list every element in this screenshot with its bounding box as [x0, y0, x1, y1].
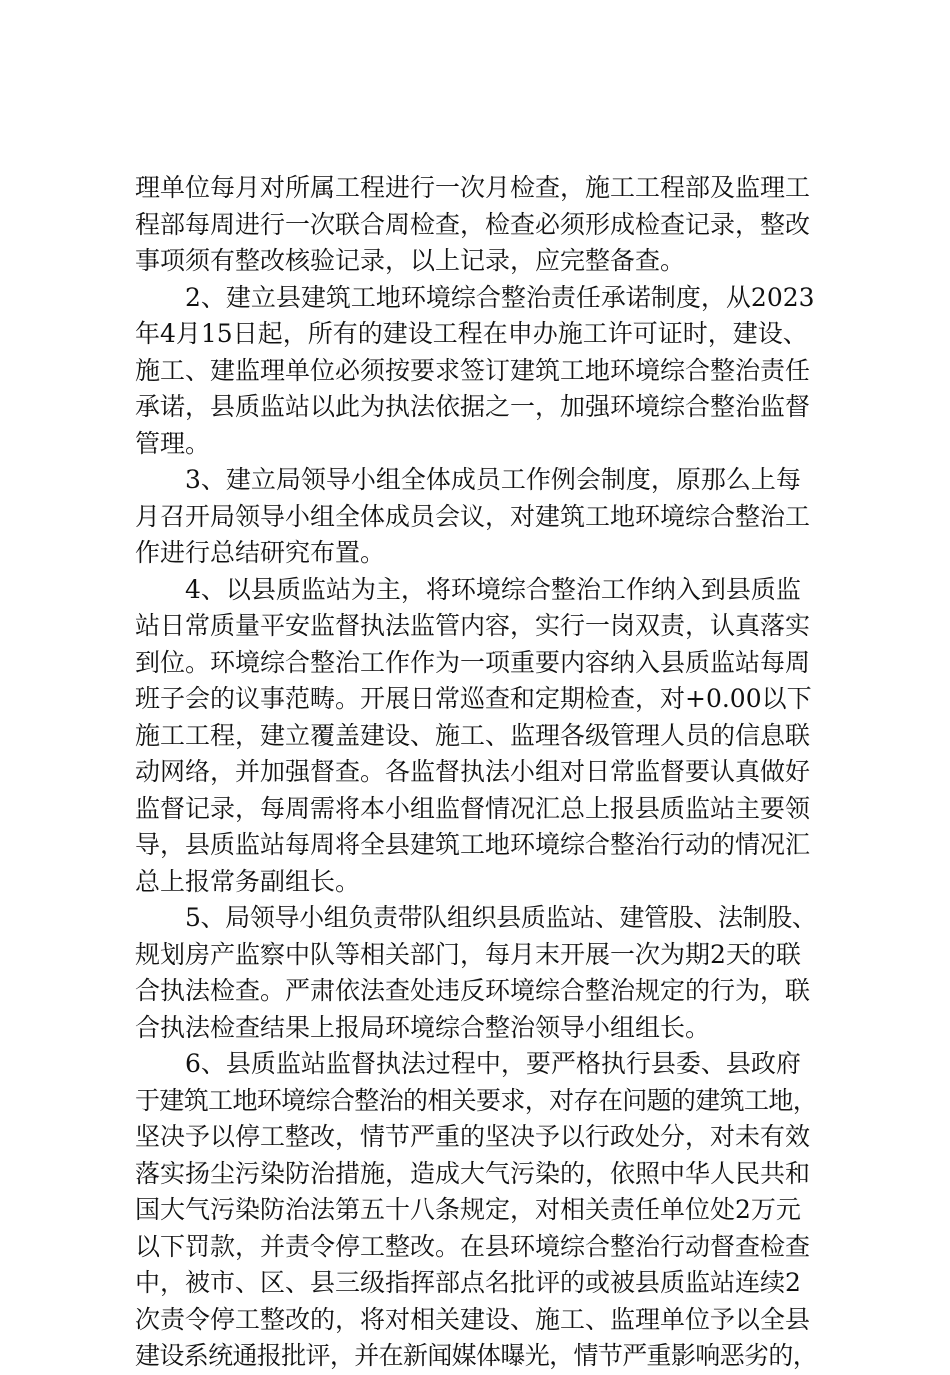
text-line: 作进行总结研究布置。	[135, 538, 386, 567]
text-line: 程部每周进行一次联合周检查，检查必须形成检查记录，整改	[135, 209, 811, 239]
paragraph-item-5	[135, 900, 815, 1046]
text-line: 国大气污染防治法第五十八条规定，对相关责任单位处2万元	[135, 1195, 801, 1224]
text-line: 3、建立局领导小组全体成员工作例会制度，原那么上每	[185, 465, 801, 494]
text-line: 合执法检查结果上报局环境综合整治领导小组组长。	[135, 1012, 711, 1042]
text-line: 建设系统通报批评，并在新闻媒体曝光，情节严重影响恶劣的，	[135, 1341, 818, 1370]
text-line: 于建筑工地环境综合整治的相关要求，对存在问题的建筑工地，	[135, 1085, 818, 1115]
text-line: 月召开局领导小组全体成员会议，对建筑工地环境综合整治工	[135, 501, 811, 531]
text-line: 以下罚款，并责令停工整改。在县环境综合整治行动督查检查	[135, 1231, 811, 1261]
text-line: 到位。环境综合整治工作作为一项重要内容纳入县质监站每周	[135, 647, 811, 677]
paragraph-continuation	[135, 170, 815, 280]
text-line: 年4月15日起，所有的建设工程在申办施工许可证时，建设、	[135, 319, 808, 348]
text-line: 中，被市、区、县三级指挥部点名批评的或被县质监站连续2	[135, 1268, 801, 1297]
text-line: 管理。	[135, 428, 211, 458]
text-line: 总上报常务副组长。	[135, 866, 361, 896]
text-line: 动网络，并加强督查。各监督执法小组对日常监督要认真做好	[135, 757, 811, 786]
text-line: 理单位每月对所属工程进行一次月检查，施工工程部及监理工	[135, 173, 811, 202]
text-line: 坚决予以停工整改，情节严重的坚决予以行政处分，对未有效	[135, 1122, 811, 1151]
text-line: 导，县质监站每周将全县建筑工地环境综合整治行动的情况汇	[135, 830, 811, 859]
paragraph-item-4	[135, 572, 815, 901]
document-body	[135, 170, 818, 1375]
text-line: 4、以县质监站为主，将环境综合整治工作纳入到县质监	[185, 574, 801, 604]
paragraph-item-2	[135, 280, 815, 463]
paragraph-item-6	[135, 1046, 818, 1375]
text-line: 班子会的议事范畴。开展日常巡查和定期检查，对+0.00以下	[135, 684, 812, 713]
text-line: 落实扬尘污染防治措施，造成大气污染的，依照中华人民共和	[135, 1158, 811, 1188]
text-line: 6、县质监站监督执法过程中，要严格执行县委、县政府	[185, 1049, 801, 1078]
paragraph-item-3	[135, 462, 815, 572]
text-line: 次责令停工整改的，将对相关建设、施工、监理单位予以全县	[135, 1304, 811, 1334]
text-line: 承诺，县质监站以此为执法依据之一，加强环境综合整治监督	[135, 392, 811, 421]
text-line: 施工、建监理单位必须按要求签订建筑工地环境综合整治责任	[135, 355, 811, 385]
text-line: 规划房产监察中队等相关部门，每月末开展一次为期2天的联	[135, 939, 801, 969]
text-line: 监督记录，每周需将本小组监督情况汇总上报县质监站主要领	[135, 793, 811, 823]
text-line: 施工工程，建立覆盖建设、施工、监理各级管理人员的信息联	[135, 720, 811, 750]
text-line: 事项须有整改核验记录，以上记录，应完整备查。	[135, 246, 686, 275]
text-line: 合执法检查。严肃依法查处违反环境综合整治规定的行为，联	[135, 976, 811, 1005]
text-line: 2、建立县建筑工地环境综合整治责任承诺制度，从2023	[185, 282, 815, 312]
text-line: 5、局领导小组负责带队组织县质监站、建管股、法制股、	[185, 903, 817, 932]
text-line: 站日常质量平安监督执法监管内容，实行一岗双责，认真落实	[135, 611, 811, 640]
